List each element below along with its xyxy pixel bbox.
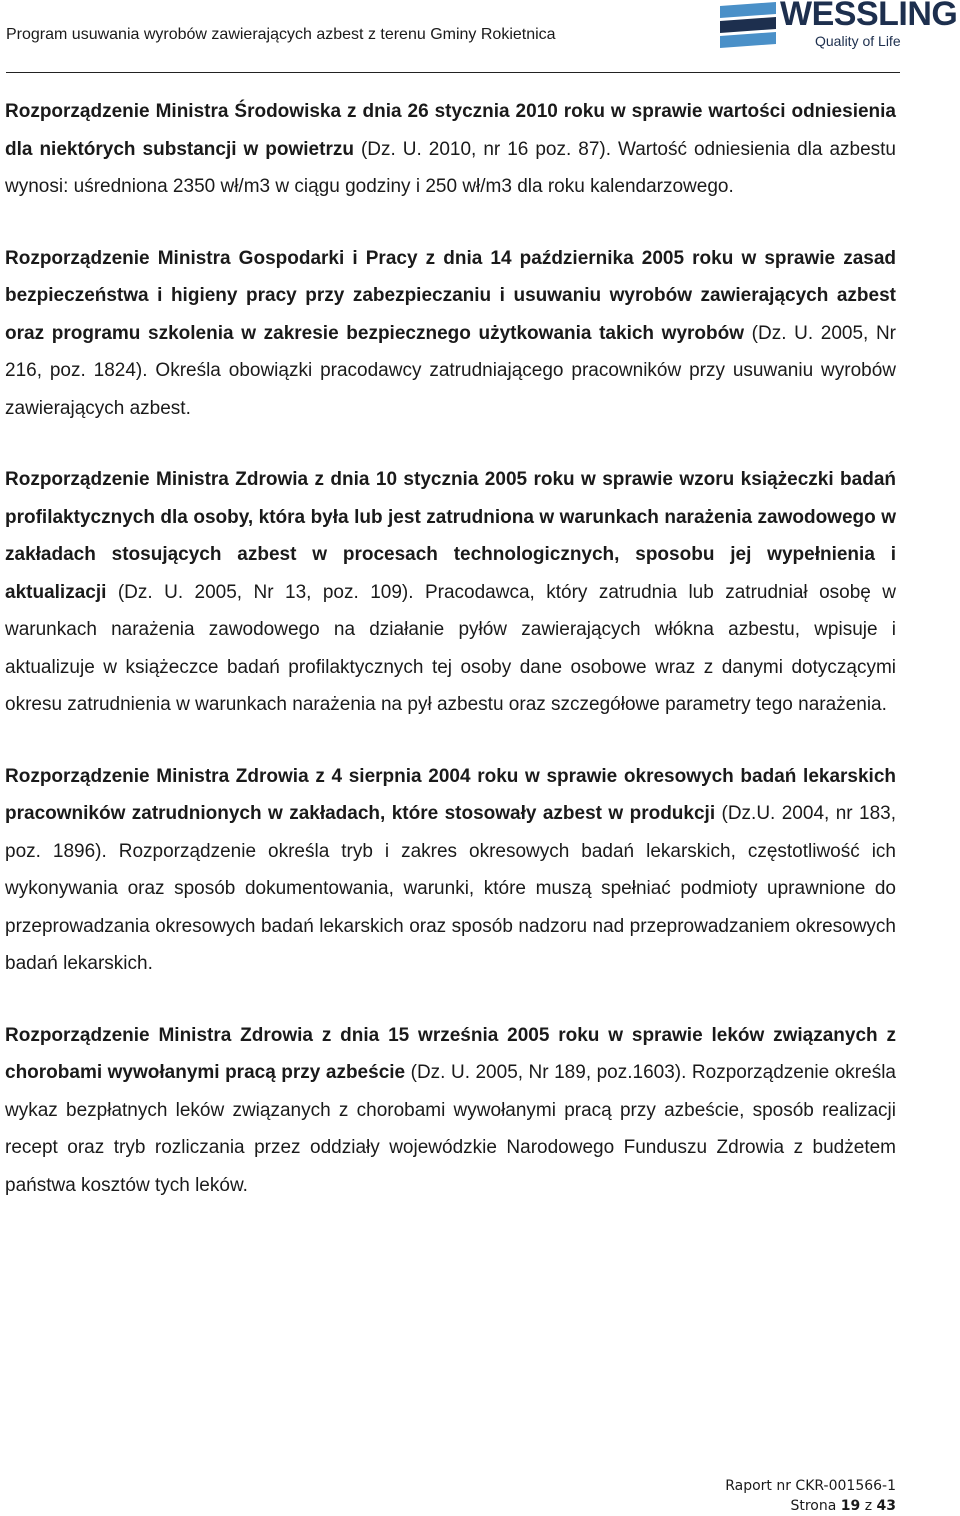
page-footer [725,1476,896,1516]
regulation-title: Rozporządzenie Ministra Zdrowia z 4 sierpnia 2004 roku w sprawie okresowych badań lekarskich pracowników zatrudnionych w zakładach, które stosowały azbest w produkcji [5,765,896,824]
wessling-logo-mark-icon [718,2,778,50]
page-prefix: Strona [790,1498,841,1514]
header-divider [6,72,900,73]
regulation-paragraph [5,461,896,724]
wessling-logo [718,0,960,52]
regulation-title: Rozporządzenie Ministra Zdrowia z dnia 10 stycznia 2005 roku w sprawie wzoru książeczki badań profilaktycznych dla osoby, która była lub jest zatrudniona w warunkach narażenia zawodowego w zakładach stosujących azbest w procesach technologicznych, sposobu jej wypełnienia i aktualizacji [5,469,896,603]
regulation-description: (Dz. U. 2010, nr 16 poz. 87). Wartość odniesienia dla azbestu wynosi: uśredniona 2350 wł/m3 w ciągu godziny i 250 wł/m3 dla roku kalendarzowego. [5,138,896,197]
regulation-description: (Dz. U. 2005, Nr 189, poz.1603). Rozporządzenie określa wykaz bezpłatnych leków związanych z chorobami wywołanymi pracą przy azbeście, sposób realizacji recept oraz tryb rozliczania przez oddziały wojewódzkie Narodowego Funduszu Zdrowia z budżetem państwa kosztów tych leków. [5,1062,896,1196]
regulation-title: Rozporządzenie Ministra Zdrowia z dnia 15 września 2005 roku w sprawie leków związanych z chorobami wywołanymi pracą przy azbeście [5,1024,896,1083]
regulation-title: Rozporządzenie Ministra Gospodarki i Pracy z dnia 14 października 2005 roku w sprawie zasad bezpieczeństwa i higieny pracy przy zabezpieczaniu i usuwaniu wyrobów zawierających azbest oraz programu szkolenia w zakresie bezpiecznego użytkowania takich wyrobów [5,247,896,344]
document-body [5,93,896,1238]
regulation-paragraph [5,1017,896,1205]
logo-tagline: Quality of Life [815,33,901,49]
regulation-description: (Dz. U. 2005, Nr 13, poz. 109). Pracodawca, który zatrudnia lub zatrudniał osobę w warunkach narażenia zawodowego na działanie pyłów zawierających włókna azbestu, wpisuje i aktualizuje w książeczce badań profilaktycznych tej osoby dane osobowe wraz z danymi dotyczącymi okresu zatrudnienia w warunkach narażenia na pył azbestu oraz szczegółowe parametry tego narażenia. [5,581,896,715]
regulation-description: (Dz. U. 2005, Nr 216, poz. 1824). Określa obowiązki pracodawcy zatrudniającego pracowników przy usuwaniu wyrobów zawierających azbest. [5,322,896,419]
logo-wordmark: WESSLING [780,0,958,33]
page-separator: z [860,1498,877,1514]
regulation-description: (Dz.U. 2004, nr 183, poz. 1896). Rozporządzenie określa tryb i zakres okresowych badań lekarskich, częstotliwość ich wykonywania oraz sposób dokumentowania, warunki, które muszą spełniać podmioty uprawnione do przeprowadzania okresowych badań lekarskich oraz sposób nadzoru nad przeprowadzaniem okresowych badań lekarskich. [5,803,896,974]
page-indicator [725,1496,896,1516]
regulation-paragraph [5,758,896,983]
regulation-paragraph [5,93,896,206]
regulation-title: Rozporządzenie Ministra Środowiska z dnia 26 stycznia 2010 roku w sprawie wartości odniesienia dla niektórych substancji w powietrzu [5,101,896,160]
report-number: Raport nr CKR-001566-1 [725,1478,896,1494]
document-title: Program usuwania wyrobów zawierających azbest z terenu Gminy Rokietnica [6,26,556,43]
page-current: 19 [840,1498,861,1514]
page-header [0,0,960,72]
page-total: 43 [876,1498,896,1514]
regulation-paragraph [5,240,896,428]
